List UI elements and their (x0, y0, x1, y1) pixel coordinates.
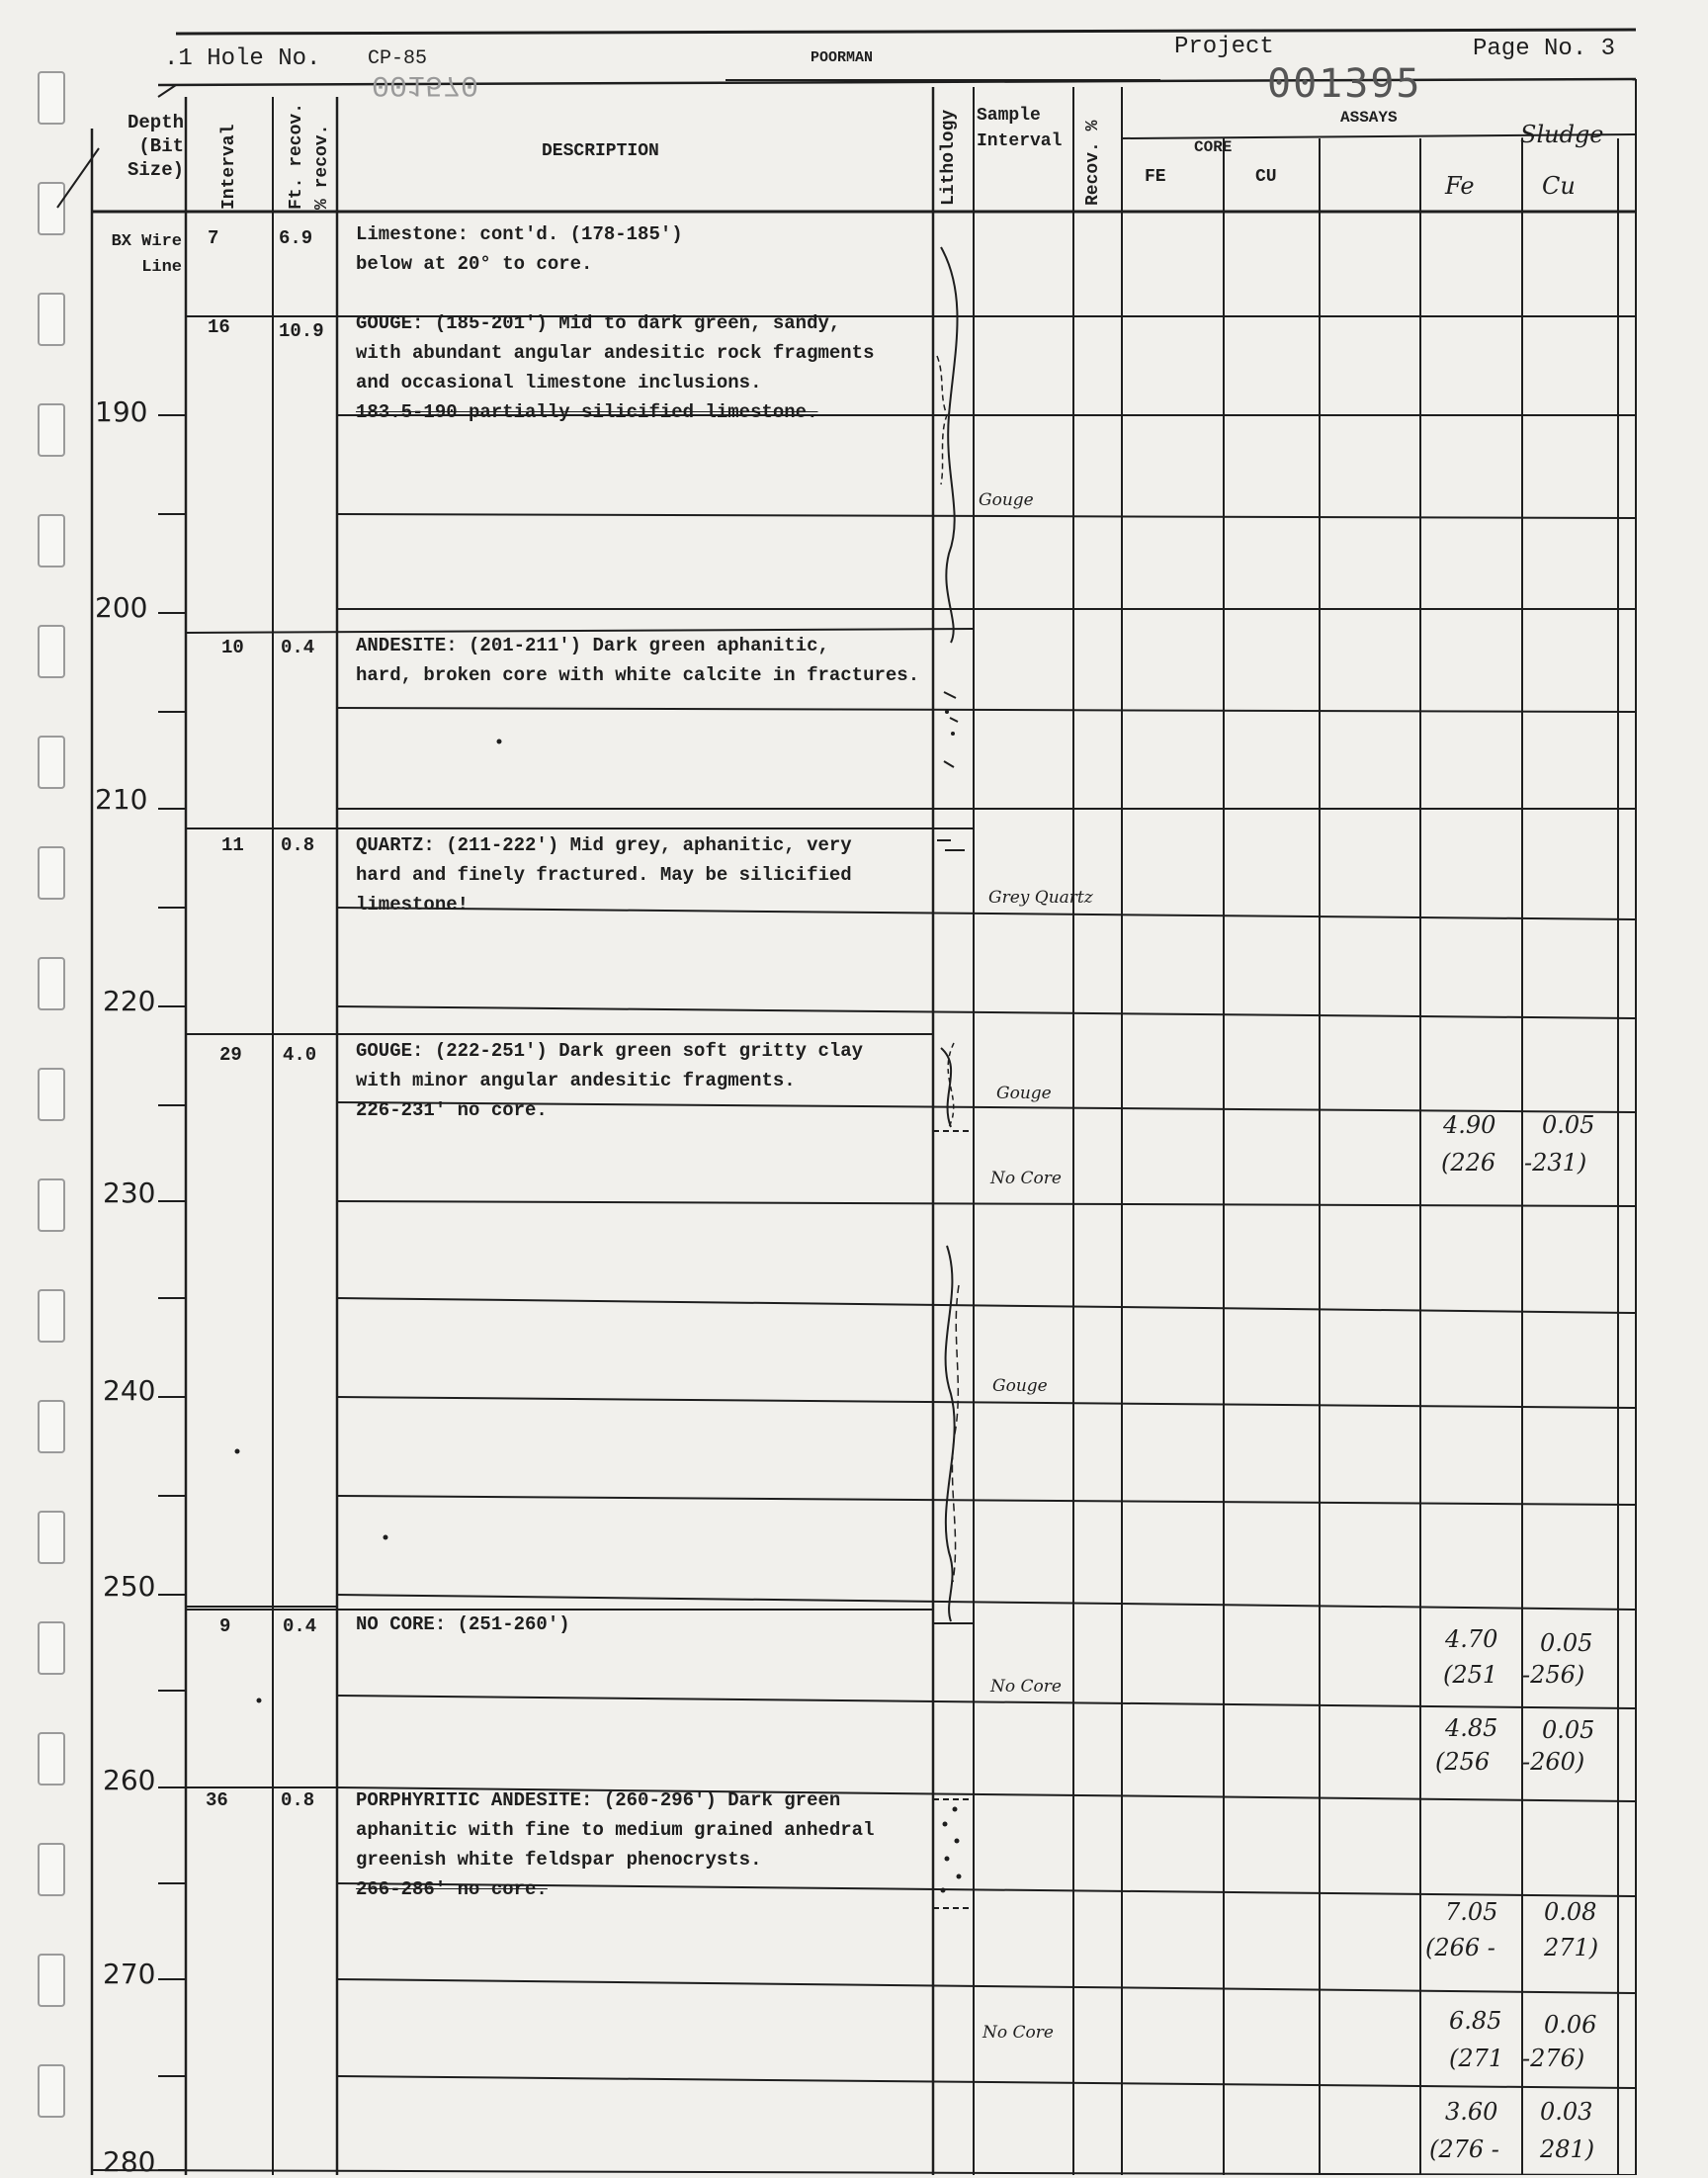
title-underline (726, 79, 1160, 81)
description-line: ANDESITE: (201-211') Dark green aphanitic, (356, 635, 829, 656)
sludge-fe-value: 4.90 (1443, 1111, 1496, 1139)
sludge-cu-value: 0.05 (1542, 1111, 1595, 1139)
hole-number: CP-85 (368, 47, 428, 70)
hole-label: .1 Hole No. (164, 45, 321, 72)
sample-interval-header: Sample Interval (977, 106, 1063, 151)
sludge-from: (271 (1449, 2045, 1504, 2072)
cu-header: CU (1255, 167, 1277, 187)
interval-recovery: 10.9 (279, 320, 324, 342)
sludge-from: (276 - (1429, 2135, 1499, 2163)
description-line: below at 20° to core. (356, 253, 593, 275)
interval-recovery: 0.4 (283, 1615, 317, 1637)
sample-note: No Core (990, 1677, 1062, 1697)
project-label: Project (1174, 34, 1274, 60)
interval-recovery: 0.8 (281, 834, 315, 856)
sludge-cu-value: 0.06 (1544, 2011, 1597, 2039)
interval-length: 16 (208, 316, 230, 338)
sludge-to: -256) (1522, 1661, 1585, 1689)
assays-header: ASSAYS (1340, 109, 1398, 127)
description-header: DESCRIPTION (542, 141, 659, 161)
stamp-number: 001395 (1267, 61, 1422, 107)
bit-size: BX Wire Line (111, 232, 182, 277)
sample-note: Gouge (996, 1084, 1052, 1103)
faint-stamp: 001570 (372, 67, 479, 101)
depth-header: Depth (Bit Size) (127, 112, 184, 181)
sludge-cu-value: 0.05 (1540, 1629, 1593, 1657)
depth-mark: 280 (103, 2145, 156, 2178)
sludge-fe-value: 3.60 (1445, 2098, 1498, 2126)
page-label: Page No. 3 (1473, 36, 1616, 62)
sludge-fe-value: 7.05 (1445, 1898, 1498, 1926)
description-line: PORPHYRITIC ANDESITE: (260-296') Dark green (356, 1789, 841, 1811)
sludge-to: 271) (1544, 1934, 1599, 1961)
description-line: QUARTZ: (211-222') Mid grey, aphanitic, very (356, 834, 852, 856)
sludge-to: -260) (1522, 1748, 1585, 1776)
description-line: aphanitic with fine to medium grained anhedral (356, 1819, 875, 1841)
sludge-to: -276) (1522, 2045, 1585, 2072)
depth-mark: 230 (103, 1176, 156, 1209)
description-line: NO CORE: (251-260') (356, 1613, 570, 1635)
sample-note: Grey Quartz (988, 888, 1093, 908)
description-line: GOUGE: (185-201') Mid to dark green, sandy, (356, 312, 841, 334)
lithology-header: Lithology (939, 109, 959, 206)
sludge-from: (226 (1441, 1149, 1496, 1176)
center-title: POORMAN (811, 49, 874, 66)
depth-mark: 190 (95, 395, 148, 428)
sludge-fe-value: 6.85 (1449, 2007, 1502, 2035)
depth-mark: 220 (103, 985, 156, 1017)
pct-recov-header: % recov. (312, 124, 332, 210)
interval-recovery: 0.4 (281, 637, 315, 658)
sludge-cu-value: 0.05 (1542, 1716, 1595, 1744)
sample-note: No Core (990, 1169, 1062, 1188)
description-line: and occasional limestone inclusions. (356, 372, 762, 393)
recov-sample-header: Recov. % (1083, 120, 1103, 206)
sludge-from: (266 - (1425, 1934, 1495, 1961)
sample-note: No Core (982, 2023, 1054, 2043)
interval-recovery: 0.8 (281, 1789, 315, 1811)
description-line: hard and finely fractured. May be silicified (356, 864, 852, 886)
interval-length: 10 (221, 637, 244, 658)
interval-description (356, 1036, 863, 1125)
core-header: CORE (1194, 138, 1233, 156)
interval-description (356, 308, 875, 427)
fe-header: FE (1145, 167, 1166, 187)
description-line: greenish white feldspar phenocrysts. (356, 1849, 762, 1871)
sludge-fe-header: Fe (1445, 172, 1475, 200)
description-line: limestone! (356, 894, 470, 915)
sludge-fe-value: 4.70 (1445, 1625, 1498, 1653)
description-line: 226-231' no core. (356, 1099, 548, 1121)
sludge-cu-header: Cu (1542, 172, 1576, 200)
sludge-to: -231) (1524, 1149, 1587, 1176)
description-line: hard, broken core with white calcite in fractures. (356, 664, 920, 686)
interval-length: 9 (219, 1615, 231, 1637)
description-line: 183.5-190 partially silicified limestone. (356, 401, 818, 423)
interval-description (356, 830, 852, 919)
interval-length: 11 (221, 834, 244, 856)
description-line: with abundant angular andesitic rock fragments (356, 342, 875, 364)
description-line: GOUGE: (222-251') Dark green soft gritty clay (356, 1040, 864, 1062)
description-line: 266-286' no core. (356, 1878, 548, 1900)
interval-description (356, 1786, 875, 1904)
interval-length: 36 (206, 1789, 228, 1811)
depth-mark: 200 (95, 591, 148, 624)
interval-length: 29 (219, 1044, 242, 1066)
sample-note: Gouge (979, 490, 1034, 510)
interval-recovery: 4.0 (283, 1044, 317, 1066)
ft-recov-header: Ft. recov. (287, 102, 306, 210)
interval-length: 7 (208, 227, 219, 249)
sludge-cu-value: 0.03 (1540, 2098, 1593, 2126)
sludge-from: (251 (1443, 1661, 1498, 1689)
depth-mark: 210 (95, 783, 148, 816)
interval-description (356, 631, 919, 690)
interval-description (356, 1610, 570, 1639)
sample-note: Gouge (992, 1376, 1048, 1396)
interval-description (356, 219, 683, 279)
depth-mark: 270 (103, 1958, 156, 1990)
sludge-fe-value: 4.85 (1445, 1714, 1498, 1742)
sludge-from: (256 (1435, 1748, 1491, 1776)
interval-header: Interval (219, 124, 239, 210)
sludge-cu-value: 0.08 (1544, 1898, 1597, 1926)
sludge-header: Sludge (1520, 121, 1604, 148)
description-line: with minor angular andesitic fragments. (356, 1070, 796, 1091)
depth-mark: 250 (103, 1570, 156, 1603)
depth-mark: 260 (103, 1764, 156, 1796)
description-line: Limestone: cont'd. (178-185') (356, 223, 683, 245)
interval-recovery: 6.9 (279, 227, 313, 249)
sludge-to: 281) (1540, 2135, 1595, 2163)
depth-mark: 240 (103, 1374, 156, 1407)
